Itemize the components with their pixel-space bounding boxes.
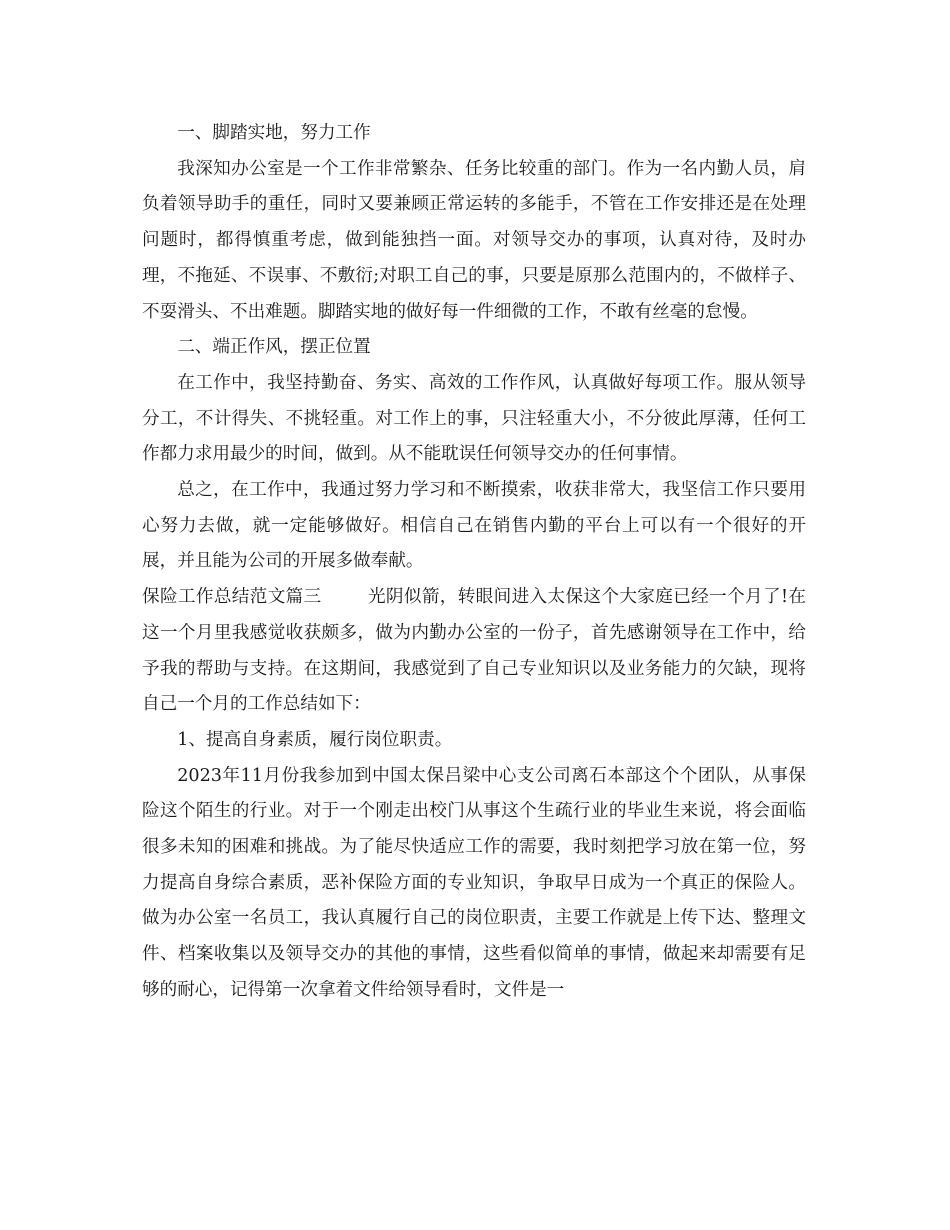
document-body [142,116,806,1009]
paragraph-work-style: 在工作中，我坚持勤奋、务实、高效的工作作风，认真做好每项工作。服从领导分工，不计得失、不挑轻重。对工作上的事，只注轻重大小，不分彼此厚薄，任何工作都力求用最少的时间，做到。从不能耽误任何领导交办的任何事情。 [142,372,806,465]
paragraph-summary: 总之，在工作中，我通过努力学习和不断摸索，收获非常大，我坚信工作只要用心努力去做，就一定能够做好。相信自己在销售内勤的平台上可以有一个很好的开展，并且能为公司的开展多做奉献。 [142,480,806,572]
paragraph-intro: 光阴似箭，转眼间进入太保这个大家庭已经一个月了!在这一个月里我感觉收获颇多，做为内勤办公室的一份子，首先感谢领导在工作中，给予我的帮助与支持。在这期间，我感觉到了自己专业知识以及业务能力的欠缺，现将自己一个月的工作总结如下： [142,587,806,715]
heading-footwork: 一、脚踏实地，努力工作 [177,123,371,143]
heading-work-style: 二、端正作风，摆正位置 [177,337,371,358]
section-title: 保险工作总结范文篇三 [142,587,322,608]
paragraph-joining-team: 2023年11月份我参加到中国太保吕梁中心支公司离石本部这个个团队，从事保险这个陌生的行业。对于一个刚走出校门从事这个生疏行业的毕业生来说，将会面临很多未知的困难和挑战。为了能尽快适应工作的需要，我时刻把学习放在第一位，努力提高自身综合素质，恶补保险方面的专业知识，争取早日成为一个真正的保险人。做为办公室一名员工，我认真履行自己的岗位职责，主要工作就是上传下达、整理文件、档案收集以及领导交办的其他的事情，这些看似简单的事情，做起来却需要有足够的耐心，记得第一次拿着文件给领导看时，文件是一 [142,765,806,1000]
section-three-block [142,580,806,723]
paragraph-office-duties: 我深知办公室是一个工作非常繁杂、任务比较重的部门。作为一名内勤人员，肩负着领导助手的重任，同时又要兼顾正常运转的多能手，不管在工作安排还是在处理问题时，都得慎重考虑，做到能独挡一面。对领导交办的事项，认真对待，及时办理，不拖延、不误事、不敷衍;对职工自己的事，只要是原那么范围内的，不做样子、不耍滑头、不出难题。脚踏实地的做好每一件细微的工作，不敢有丝毫的怠慢。 [142,158,806,322]
heading-self-quality: 1、提高自身素质，履行岗位职责。 [177,729,453,750]
